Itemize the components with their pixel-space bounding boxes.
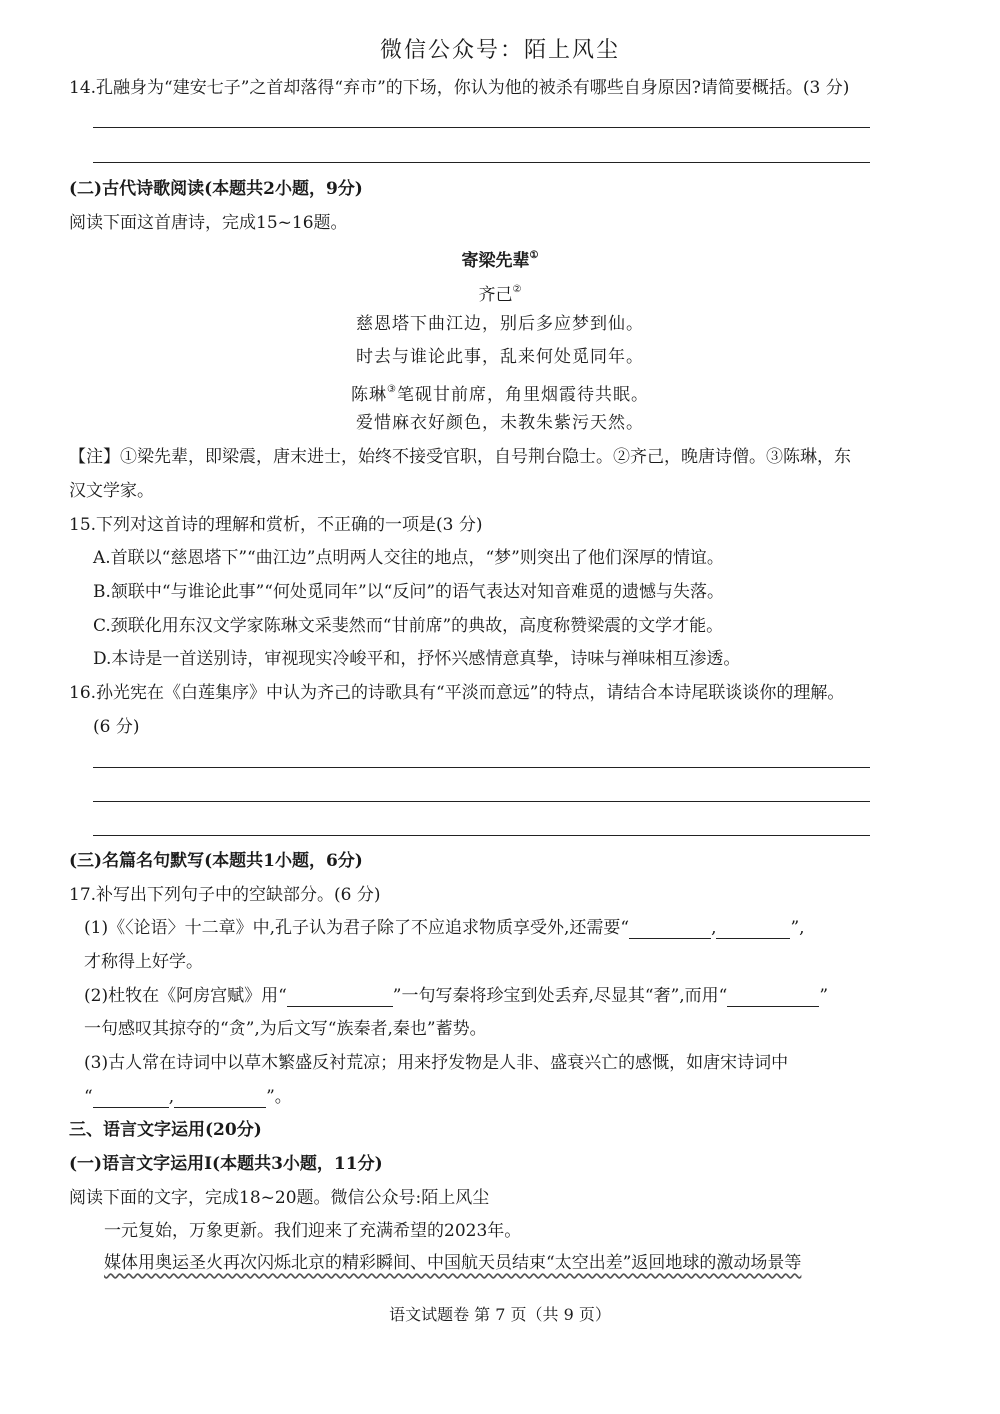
part-title-language-use: 三、语言文字运用(20分) (69, 1120, 262, 1140)
answer-line (93, 162, 870, 163)
answer-line (93, 835, 870, 836)
poem-line-3-note: ③ (387, 384, 397, 395)
q17-p1-text: (1)《〈论语〉十二章》中,孔子认为君子除了不应追求物质享受外,还需要“ (84, 918, 630, 938)
poem-author-note: ② (512, 284, 522, 295)
fill-blank[interactable] (287, 990, 393, 1007)
question-16-stem: 16.孙光宪在《白莲集序》中认为齐己的诗歌具有“平淡而意远”的特点，请结合本诗尾联谈谈你的理解。 (69, 683, 845, 703)
answer-line (93, 801, 870, 802)
question-15-option-c: C.颈联化用东汉文学家陈琳文采斐然而“甘前席”的典故，高度称赞梁震的文学才能。 (93, 616, 724, 636)
poem-line-3 (0, 379, 1000, 406)
poem-title-note: ① (529, 250, 539, 261)
q17-p2-end: ” (819, 986, 829, 1006)
passage-line-1: 一元复始，万象更新。我们迎来了充满希望的2023年。 (104, 1221, 522, 1241)
question-15-stem: 15.下列对这首诗的理解和赏析，不正确的一项是(3 分) (69, 515, 483, 535)
section-title-poetry: (二)古代诗歌阅读(本题共2小题，9分) (69, 179, 363, 199)
poem-line-4: 爱惜麻衣好颜色，未教朱紫污天然。 (356, 413, 644, 433)
question-17-part-2-cont: 一句感叹其掠夺的“贪”,为后文写“族秦者,秦也”蓄势。 (84, 1019, 487, 1039)
question-16-score: (6 分) (93, 717, 140, 737)
poem-title (0, 245, 1000, 272)
question-15-option-b: B.颔联中“与谁论此事”“何处觅同年”以“反问”的语气表达对知音难觅的遗憾与失落。 (93, 582, 725, 602)
q17-p3-end: ”。 (266, 1087, 292, 1107)
question-17-part-3-cont (84, 1086, 292, 1108)
poem-author-text: 齐己 (478, 285, 513, 305)
poem-author (0, 279, 1000, 306)
page-footer: 语文试题卷 第 7 页（共 9 页） (389, 1305, 611, 1324)
poem-title-text: 寄梁先辈 (461, 251, 530, 271)
poem-notes-line-2: 汉文学家。 (69, 481, 154, 501)
question-17-part-1 (84, 917, 805, 939)
poem-line-2: 时去与谁论此事，乱来何处觅同年。 (356, 347, 644, 367)
section-title-recitation: (三)名篇名句默写(本题共1小题，6分) (69, 851, 363, 871)
q17-p2-mid: ”一句写秦将珍宝到处丢弃,尽显其“奢”,而用“ (392, 986, 728, 1006)
fill-blank[interactable] (174, 1091, 266, 1108)
section-intro-language-use: 阅读下面的文字，完成18~20题。微信公众号:陌上风尘 (69, 1188, 490, 1208)
section-intro-poetry: 阅读下面这首唐诗，完成15~16题。 (69, 213, 348, 233)
question-15-option-a: A.首联以“慈恩塔下”“曲江边”点明两人交往的地点，“梦”则突出了他们深厚的情谊。 (93, 548, 724, 568)
fill-blank[interactable] (93, 1091, 169, 1108)
q17-p3-open: “ (84, 1087, 93, 1107)
poem-notes-line-1: 【注】①梁先辈，即梁震，唐末进士，始终不接受官职，自号荆台隐士。②齐己，晚唐诗僧。③陈琳，东 (69, 447, 851, 467)
section-title-language-use-1: (一)语言文字运用Ⅰ(本题共3小题，11分) (69, 1154, 383, 1174)
q17-p3-sep: , (168, 1087, 175, 1107)
question-14: 14.孔融身为“建安七子”之首却落得“弃市”的下场，你认为他的被杀有哪些自身原因?请简要概括。(3 分) (69, 78, 850, 98)
fill-blank[interactable] (716, 922, 790, 939)
fill-blank[interactable] (727, 990, 819, 1007)
question-17-part-1-cont: 才称得上好学。 (84, 952, 203, 972)
poem-line-1: 慈恩塔下曲江边，别后多应梦到仙。 (356, 314, 644, 334)
question-15-option-d: D.本诗是一首送别诗，审视现实冷峻平和，抒怀兴感情意真挚，诗味与禅味相互渗透。 (93, 649, 741, 669)
fill-blank[interactable] (629, 922, 711, 939)
passage-line-2: 媒体用奥运圣火再次闪烁北京的精彩瞬间、中国航天员结束“太空出差”返回地球的激动场景等 (104, 1253, 802, 1273)
answer-line (93, 127, 870, 128)
q17-p1-end: ”, (790, 918, 805, 938)
question-17-part-2 (84, 985, 828, 1007)
answer-line (93, 767, 870, 768)
question-17-part-3: (3)古人常在诗词中以草木繁盛反衬荒凉；用来抒发物是人非、盛衰兴亡的感慨，如唐宋诗词中 (84, 1053, 789, 1073)
question-17-stem: 17.补写出下列句子中的空缺部分。(6 分) (69, 885, 381, 905)
q17-p1-sep: , (711, 918, 717, 938)
q17-p2-text: (2)杜牧在《阿房宫赋》用“ (84, 986, 287, 1006)
poem-line-3-text: 笔砚甘前席，角里烟霞待共眠。 (396, 385, 649, 405)
page-header: 微信公众号：陌上风尘 (379, 38, 620, 63)
poem-line-3-prefix: 陈琳 (351, 385, 388, 405)
